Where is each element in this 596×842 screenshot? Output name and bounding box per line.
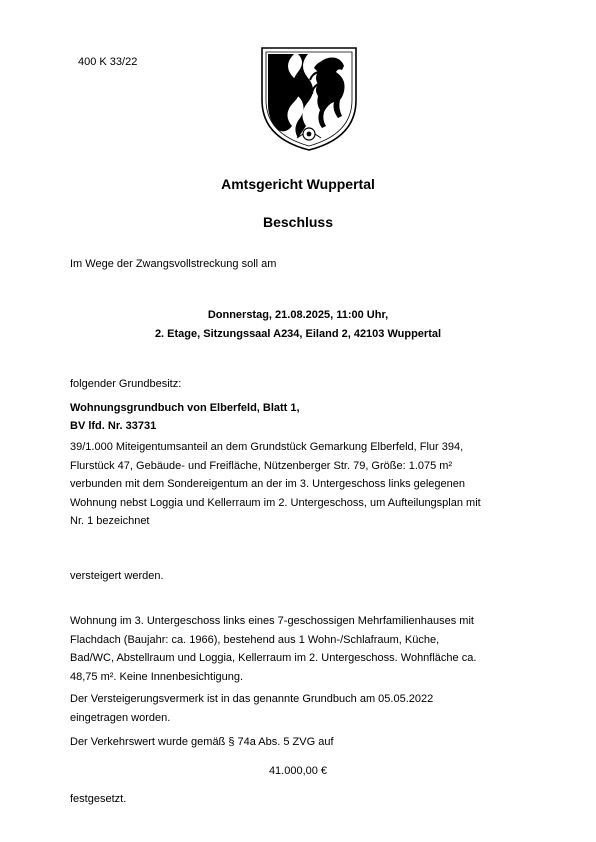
auction-statement: versteigert werden. [70,570,164,582]
grundbuch-reference: Wohnungsgrundbuch von Elberfeld, Blatt 1, [70,402,300,414]
valuation-statement: Der Verkehrswert wurde gemäß § 74a Abs. 5 ZVG auf [70,736,334,748]
description-line: 39/1.000 Miteigentumsanteil an dem Grundstück Gemarkung Elberfeld, Flur 394, [70,441,464,453]
bv-number: BV lfd. Nr. 33731 [70,420,157,432]
auction-date: Donnerstag, 21.08.2025, 11:00 Uhr, [207,309,389,321]
auction-location: 2. Etage, Sitzungssaal A234, Eiland 2, 42103 Wuppertal [154,328,442,340]
details-line: Bad/WC, Abstellraum und Loggia, Kellerraum im 2. Untergeschoss. Wohnfläche ca. [70,652,477,664]
details-line: 48,75 m². Keine Innenbesichtigung. [70,670,244,683]
valuation-closing: festgesetzt. [70,793,127,805]
property-intro: folgender Grundbesitz: [70,378,182,390]
description-line: verbunden mit dem Sondereigentum an der im 3. Untergeschoss links gelegenen [70,478,466,490]
description-line: Nr. 1 bezeichnet [70,515,150,527]
property-details [70,612,540,686]
nrw-coat-of-arms-icon [258,42,360,154]
property-description [70,438,540,531]
description-line: Flurstück 47, Gebäude- und Freifläche, Nützenberger Str. 79, Größe: 1.075 m² [70,459,453,472]
market-value-amount: 41.000,00 € [268,765,328,777]
court-name: Amtsgericht Wuppertal [221,176,375,192]
registration-note [70,690,433,727]
case-number: 400 K 33/22 [78,56,138,68]
notice-intro: Im Wege der Zwangsvollstreckung soll am [70,258,277,270]
details-line: Wohnung im 3. Untergeschoss links eines 7-geschossigen Mehrfamilienhauses mit [70,615,474,627]
details-line: Flachdach (Baujahr: ca. 1966), bestehend aus 1 Wohn-/Schlafraum, Küche, [70,633,440,646]
description-line: Wohnung nebst Loggia und Kellerraum im 2. Untergeschoss, um Aufteilungsplan mit [70,496,481,509]
registration-line: Der Versteigerungsvermerk ist in das genannte Grundbuch am 05.05.2022 [70,693,434,705]
registration-line: eingetragen worden. [70,711,171,724]
document-title: Beschluss [262,214,334,230]
